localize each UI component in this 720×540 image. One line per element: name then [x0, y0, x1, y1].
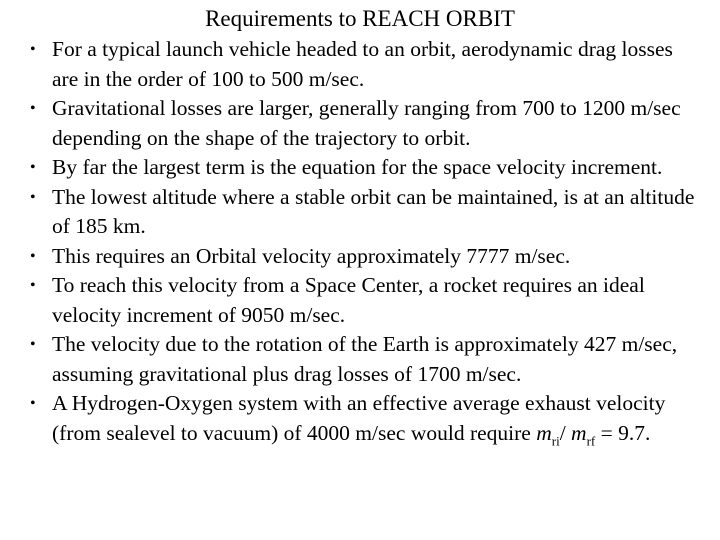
bullet-item-7: [30, 330, 700, 389]
bullet-text: A Hydrogen-Oxygen system with an effective average exhaust velocity (from sealevel to vacuum) of 4000 m/sec would require: [52, 391, 666, 445]
bullet-item-5: [30, 242, 700, 272]
bullet-item-1: [30, 35, 700, 94]
bullet-marker: •: [30, 159, 36, 176]
bullet-marker: •: [30, 100, 36, 117]
bullet-item-8: [30, 389, 700, 448]
bullet-text: For a typical launch vehicle headed to an orbit, aerodynamic drag losses are in the order of 100 to 500 m/sec.: [52, 37, 673, 91]
bullet-text: This requires an Orbital velocity approximately 7777 m/sec.: [52, 243, 571, 268]
formula-mass-symbol-2: m: [571, 420, 587, 445]
bullet-text: The lowest altitude where a stable orbit can be maintained, is at an altitude of 185 km.: [52, 184, 695, 238]
bullet-text: The velocity due to the rotation of the Earth is approximately 427 m/sec, assuming gravitational plus drag losses of 1700 m/sec.: [52, 332, 678, 386]
bullet-item-4: [30, 183, 700, 242]
bullet-text: Gravitational losses are larger, generally ranging from 700 to 1200 m/sec depending on the shape of the trajectory to orbit.: [52, 96, 681, 150]
bullet-marker: •: [30, 395, 36, 412]
bullet-marker: •: [30, 336, 36, 353]
bullet-item-3: [30, 153, 700, 183]
bullet-text: To reach this velocity from a Space Center, a rocket requires an ideal velocity increment of 9050 m/sec.: [52, 273, 645, 327]
bullet-text: By far the largest term is the equation for the space velocity increment.: [52, 155, 663, 179]
formula-subscript-ri: ri: [551, 432, 560, 448]
bullet-marker: •: [30, 41, 36, 58]
slide-title: Requirements to REACH ORBIT: [205, 6, 515, 31]
formula-result: = 9.7.: [595, 420, 651, 445]
bullet-marker: •: [30, 188, 36, 206]
bullet-item-6: [30, 271, 700, 330]
bullet-marker: •: [30, 277, 36, 294]
bullet-item-2: [30, 94, 700, 153]
formula-separator: /: [559, 420, 572, 445]
bullet-marker: •: [30, 247, 36, 265]
formula-mass-symbol: m: [536, 420, 552, 445]
formula-subscript-rf: rf: [586, 432, 596, 448]
bullet-list: [30, 35, 700, 448]
